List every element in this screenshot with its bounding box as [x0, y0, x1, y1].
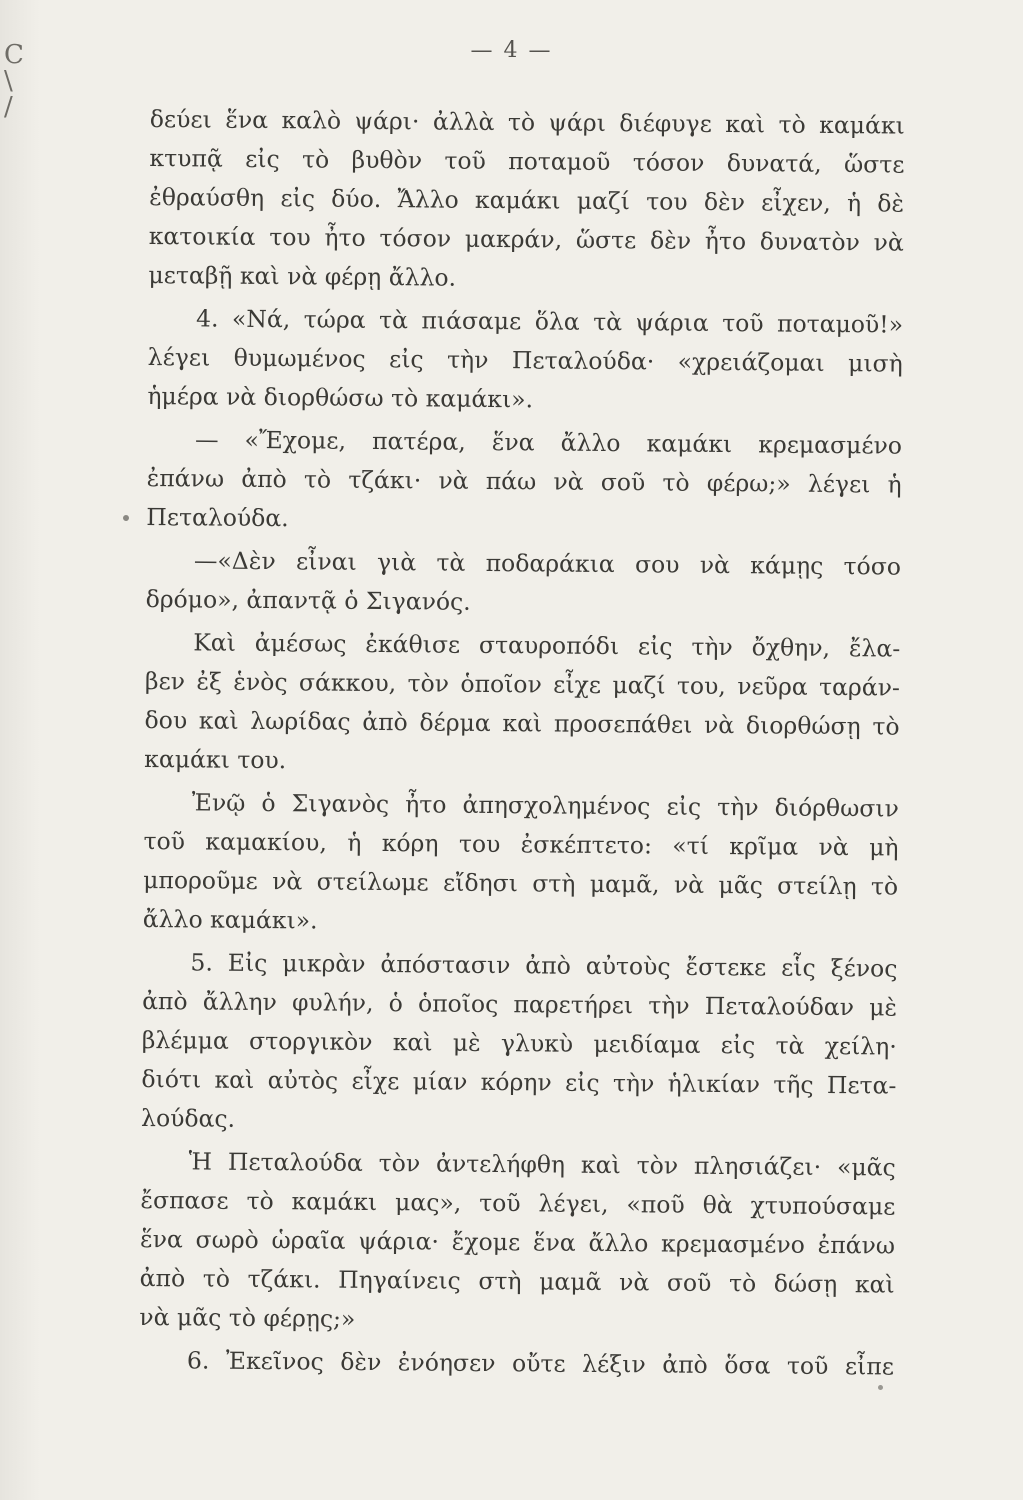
text-line: δρόμο», ἀπαντᾷ ὁ Σιγανός. — [145, 584, 471, 616]
text-line: δεύει ἕνα καλὸ ψάρι· ἀλλὰ τὸ ψάρι διέφυγε καὶ τὸ καμάκι — [149, 104, 905, 140]
page-text — [139, 100, 905, 1381]
text-line: λούδας. — [140, 1103, 236, 1133]
margin-marks: C \ / — [4, 40, 24, 122]
text-line: λέγει θυμωμένος εἰς τὴν Πεταλούδα· «χρειάζομαι μισὴ — [147, 342, 903, 378]
page-number: — 4 — — [470, 38, 553, 63]
text-line: καμάκι του. — [144, 744, 287, 775]
text-line: 6. Ἐκεῖνος δὲν ἐνόησεν οὔτε λέξιν ἀπὸ ὅσα τοῦ εἶπε — [186, 1346, 895, 1381]
text-line: διότι καὶ αὐτὸς εἶχε μίαν κόρην εἰς τὴν ἡλικίαν τῆς Πετα- — [141, 1064, 897, 1100]
text-line: δου καὶ λωρίδας ἀπὸ δέρμα καὶ προσεπάθει νὰ διορθώσῃ τὸ — [144, 705, 900, 741]
text-line: 5. Εἰς μικρὰν ἀπόστασιν ἀπὸ αὐτοὺς ἔστεκε εἷς ξένος — [190, 948, 898, 983]
text-line: βλέμμα στοργικὸν καὶ μὲ γλυκὺ μειδίαμα εἰς τὰ χείλη· — [141, 1025, 897, 1061]
margin-dot — [123, 515, 129, 521]
text-line: — «Ἔχομε, πατέρα, ἕνα ἄλλο καμάκι κρεμασμένο — [194, 425, 903, 460]
text-line: ἀπὸ ἄλλην φυλήν, ὁ ὁποῖος παρετήρει τὴν Πεταλούδαν μὲ — [142, 986, 898, 1022]
text-line: ἐθραύσθη εἰς δύο. Ἄλλο καμάκι μαζί του δὲν εἶχεν, ἡ δὲ — [149, 182, 905, 218]
text-line: μεταβῇ καὶ νὰ φέρῃ ἄλλο. — [148, 260, 457, 292]
text-line: ἕνα σωρὸ ὡραῖα ψάρια· ἔχομε ἕνα ἄλλο κρεμασμένο ἐπάνω — [139, 1224, 896, 1260]
text-line: ἔσπασε τὸ καμάκι μας», τοῦ λέγει, «ποῦ θὰ χτυπούσαμε — [140, 1185, 896, 1221]
text-line: ἡμέρα νὰ διορθώσω τὸ καμάκι». — [147, 381, 534, 414]
text-line: βεν ἐξ ἑνὸς σάκκου, τὸν ὁποῖον εἶχε μαζί του, νεῦρα ταράν- — [144, 666, 901, 702]
text-line: κτυπᾷ εἰς τὸ βυθὸν τοῦ ποταμοῦ τόσον δυνατά, ὥστε — [149, 143, 905, 179]
text-line: Ἡ Πεταλούδα τὸν ἀντελήφθη καὶ τὸν πλησιάζει· «μᾶς — [188, 1147, 896, 1182]
text-line: νὰ μᾶς τὸ φέρῃς;» — [139, 1302, 356, 1333]
text-line: ἀπὸ τὸ τζάκι. Πηγαίνεις στὴ μαμᾶ νὰ σοῦ τὸ δώσῃ καὶ — [139, 1263, 895, 1299]
text-line: ἄλλο καμάκι». — [142, 904, 318, 935]
text-line: Ἐνῷ ὁ Σιγανὸς ἦτο ἀπησχολημένος εἰς τὴν διόρθωσιν — [191, 788, 899, 823]
text-line: κατοικία του ἦτο τόσον μακράν, ὥστε δὲν ἦτο δυνατὸν νὰ — [148, 221, 904, 257]
scan-edge-shadow — [0, 0, 40, 1500]
text-line: Πεταλούδα. — [146, 502, 289, 533]
text-line: —«Δὲν εἶναι γιὰ τὰ ποδαράκια σου νὰ κάμῃς τόσο — [193, 546, 902, 581]
text-line: 4. «Νά, τώρα τὰ πιάσαμε ὅλα τὰ ψάρια τοῦ ποταμοῦ!» — [195, 304, 904, 339]
text-line: μποροῦμε νὰ στείλωμε εἴδησι στὴ μαμᾶ, νὰ μᾶς στείλῃ τὸ — [143, 865, 899, 901]
text-line: ἐπάνω ἀπὸ τὸ τζάκι· νὰ πάω νὰ σοῦ τὸ φέρω;» λέγει ἡ — [146, 463, 902, 499]
ink-speck — [878, 1385, 883, 1390]
text-line: Καὶ ἀμέσως ἐκάθισε σταυροπόδι εἰς τὴν ὄχθην, ἔλα- — [193, 628, 901, 663]
text-line: τοῦ καμακίου, ἡ κόρη του ἐσκέπτετο: «τί κρῖμα νὰ μὴ — [143, 826, 899, 862]
